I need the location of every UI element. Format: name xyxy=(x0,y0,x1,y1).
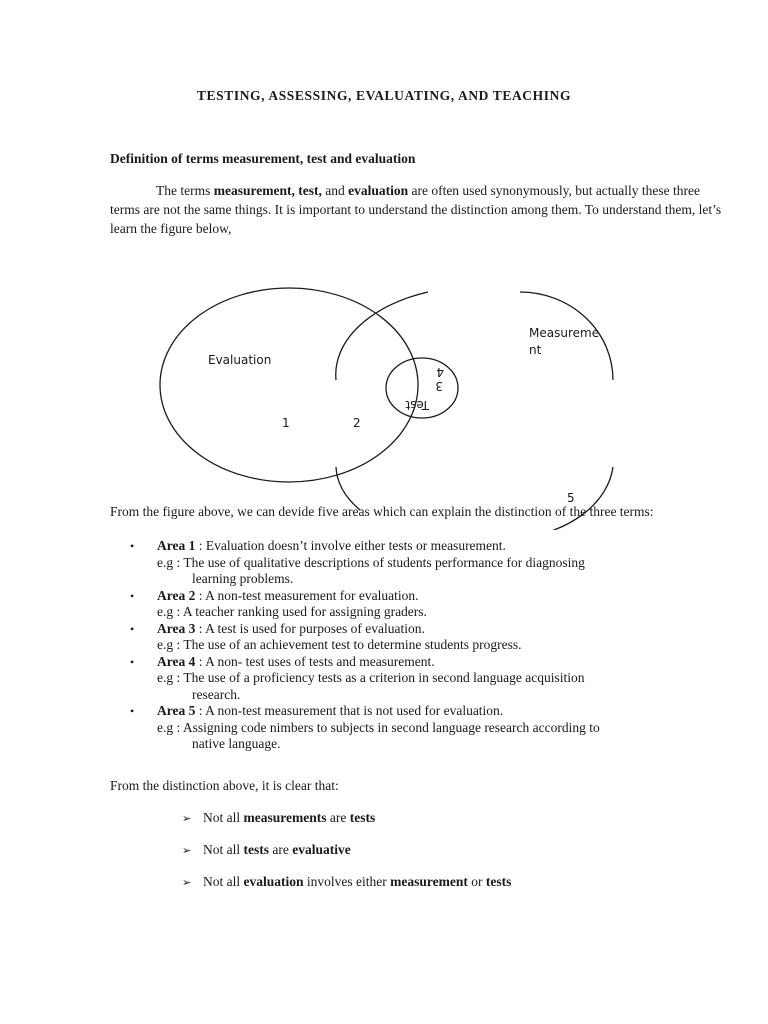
list-item xyxy=(132,621,692,654)
evaluation-circle xyxy=(160,288,418,482)
area-description: : A non-test measurement for evaluation. xyxy=(195,587,419,603)
area-example: e.g : Assigning code nimbers to subjects in second language research according to xyxy=(157,719,600,735)
conclusion-bold: measurement xyxy=(390,874,468,889)
conclusion-text: are xyxy=(269,842,293,857)
conclusion-bold: evaluation xyxy=(243,874,304,889)
bullet: • xyxy=(130,654,135,669)
arrow-bullet-icon: ➢ xyxy=(182,845,192,857)
area-label: Area 5 xyxy=(157,703,196,718)
conclusion-text: are xyxy=(326,810,350,825)
areas-intro-paragraph: From the figure above, we can devide five areas which can explain the distinction of the three terms: xyxy=(110,504,654,519)
conclusion-text: Not all xyxy=(203,874,244,889)
area-label: Area 3 xyxy=(157,620,196,636)
conclusion-list xyxy=(182,809,511,905)
conclusion-text: or xyxy=(467,874,486,889)
bullet: • xyxy=(130,588,135,603)
test-label: Test xyxy=(405,398,429,412)
measurement-circle xyxy=(336,292,428,380)
area-example: e.g : The use of an achievement test to determine students progress. xyxy=(157,637,522,652)
conclusion-bold: evaluative xyxy=(292,842,351,857)
intro-paragraph xyxy=(110,181,730,238)
list-item xyxy=(182,809,511,841)
list-item xyxy=(132,654,692,704)
area-number-3: 3 xyxy=(435,379,443,393)
intro-text-3: are often used synonymously, but actually these three terms are not the same things. It is important to understand the distinction among them. To understand them, let’s learn the figure below, xyxy=(110,183,722,236)
list-item xyxy=(182,841,511,873)
area-number-1: 1 xyxy=(282,416,290,430)
area-label: Area 1 xyxy=(157,538,196,553)
area-example-continued: research. xyxy=(192,686,241,702)
areas-list xyxy=(132,538,692,753)
conclusion-bold: tests xyxy=(485,874,512,889)
conclusion-text: Not all xyxy=(203,810,244,825)
area-number-5: 5 xyxy=(567,491,575,505)
area-description: : A test is used for purposes of evaluation. xyxy=(195,620,425,636)
area-example: e.g : A teacher ranking used for assigning graders. xyxy=(157,604,427,619)
arrow-bullet-icon: ➢ xyxy=(182,877,192,889)
evaluation-label: Evaluation xyxy=(208,353,272,367)
area-number-2: 2 xyxy=(353,416,361,430)
intro-bold-terms: measurement, test, xyxy=(213,183,322,198)
section-heading: Definition of terms measurement, test and evaluation xyxy=(110,151,416,166)
conclusion-intro: From the distinction above, it is clear that: xyxy=(110,778,339,793)
intro-bold-evaluation: evaluation xyxy=(348,183,409,198)
bullet: • xyxy=(130,539,135,553)
conclusion-bold: tests xyxy=(243,842,269,857)
page-title: TESTING, ASSESSING, EVALUATING, AND TEACHING xyxy=(196,88,572,103)
area-label: Area 4 xyxy=(157,653,196,669)
conclusion-text: involves either xyxy=(303,874,391,889)
bullet: • xyxy=(130,621,135,636)
area-description: : A non-test measurement that is not used for evaluation. xyxy=(195,703,504,718)
venn-diagram xyxy=(0,270,768,530)
area-example-continued: learning problems. xyxy=(192,571,294,586)
area-description: : Evaluation doesn’t involve either tests or measurement. xyxy=(195,538,506,553)
list-item xyxy=(132,703,692,753)
conclusion-bold: measurements xyxy=(243,810,327,825)
measurement-label-line2: nt xyxy=(529,343,542,357)
arrow-bullet-icon: ➢ xyxy=(182,813,192,825)
measurement-label-line1: Measureme xyxy=(529,326,600,340)
area-label: Area 2 xyxy=(157,587,196,603)
list-item xyxy=(182,873,511,905)
area-number-4: 4 xyxy=(436,365,444,379)
list-item xyxy=(132,588,692,621)
area-example: e.g : The use of a proficiency tests as a criterion in second language acquisition xyxy=(157,670,585,685)
intro-text-2: and xyxy=(321,183,349,198)
bullet: • xyxy=(130,704,135,718)
conclusion-text: Not all xyxy=(203,842,244,857)
intro-text-1: The terms xyxy=(156,183,214,198)
area-example: e.g : The use of qualitative descriptions of students performance for diagnosing xyxy=(157,554,585,570)
conclusion-bold: tests xyxy=(349,810,376,825)
area-description: : A non- test uses of tests and measurement. xyxy=(195,653,435,669)
area-example-continued: native language. xyxy=(192,736,281,751)
list-item xyxy=(132,538,692,588)
